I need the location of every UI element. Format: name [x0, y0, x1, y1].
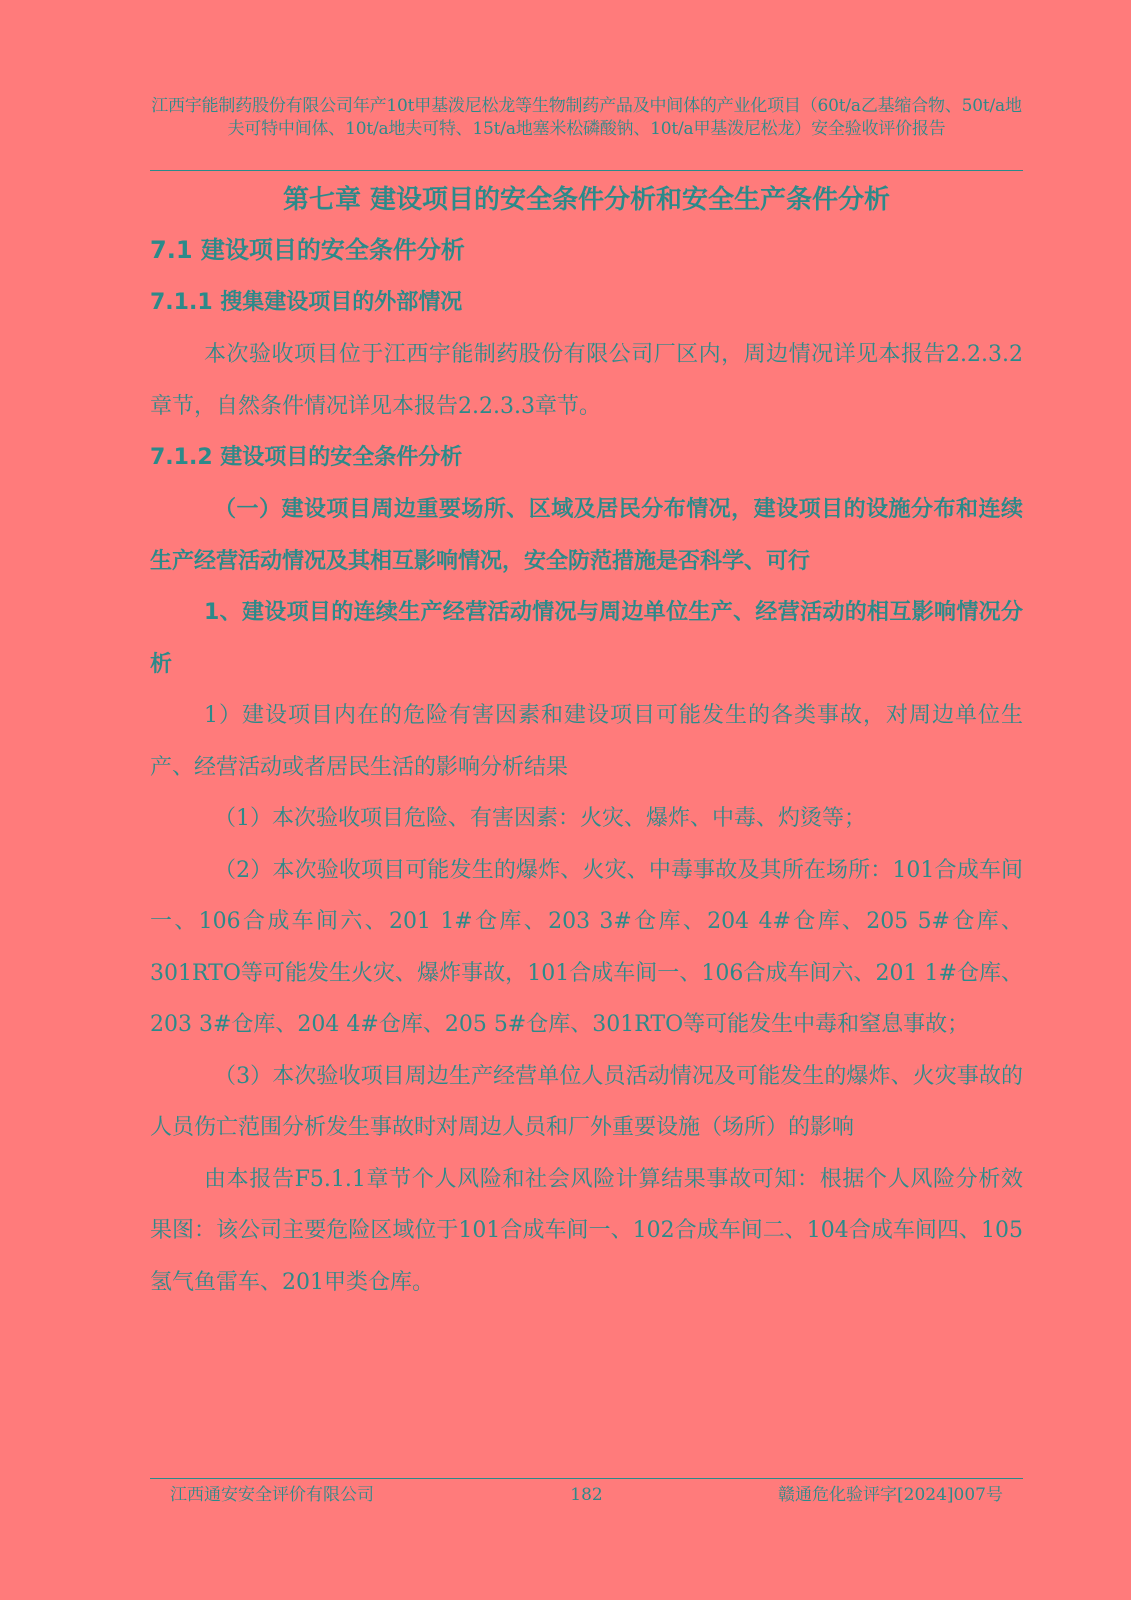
paragraph-item-1-1: 1）建设项目内在的危险有害因素和建设项目可能发生的各类事故，对周边单位生产、经营活动或者居民生活的影响分析结果	[150, 703, 1023, 780]
chapter-title: 第七章 建设项目的安全条件分析和安全生产条件分析	[282, 185, 891, 215]
page-footer	[150, 1482, 1023, 1508]
paragraph-hazard-factors: （1）本次验收项目危险、有害因素：火灾、爆炸、中毒、灼烫等；	[214, 806, 866, 831]
page-header: 江西宇能制药股份有限公司年产10t甲基泼尼松龙等生物制药产品及中间体的产业化项目（60t/a乙基缩合物、50t/a地夫可特中间体、10t/a地夫可特、15t/a地塞米松磷酸钠、10t/a甲基泼尼松龙）安全验收评价报告	[151, 96, 1022, 139]
paragraph-item-1: 1、建设项目的连续生产经营活动情况与周边单位生产、经营活动的相互影响情况分析	[150, 600, 1023, 677]
section-heading-7-1: 7.1 建设项目的安全条件分析	[150, 236, 465, 264]
page-content	[150, 177, 1023, 1308]
section-heading-7-1-2: 7.1.2 建设项目的安全条件分析	[150, 445, 463, 470]
paragraph-risk-results: 由本报告F5.1.1章节个人风险和社会风险计算结果事故可知：根据个人风险分析效果图：该公司主要危险区域位于101合成车间一、102合成车间二、104合成车间四、105氢气鱼雷车、201甲类仓库。	[150, 1166, 1023, 1295]
paragraph-subsection-one: （一）建设项目周边重要场所、区域及居民分布情况，建设项目的设施分布和连续生产经营活动情况及其相互影响情况，安全防范措施是否科学、可行	[150, 497, 1023, 574]
header-divider	[150, 170, 1023, 171]
paragraph-accident-locations: （2）本次验收项目可能发生的爆炸、火灾、中毒事故及其所在场所：101合成车间一、106合成车间六、201 1#仓库、203 3#仓库、204 4#仓库、205 5#仓库、301RTO等可能发生火灾、爆炸事故，101合成车间一、106合成车间六、201 1#仓库、203 3#仓库、204 4#仓库、205 5#仓库、301RTO等可能发生中毒和窒息事故；	[150, 857, 1023, 1037]
document-number: 赣通危化验评字[2024]007号	[778, 1485, 1003, 1505]
page-number: 182	[570, 1485, 603, 1505]
paragraph-casualty-range: （3）本次验收项目周边生产经营单位人员活动情况及可能发生的爆炸、火灾事故的人员伤亡范围分析发生事故时对周边人员和厂外重要设施（场所）的影响	[150, 1063, 1023, 1140]
footer-company: 江西通安安全评价有限公司	[170, 1485, 374, 1505]
section-heading-7-1-1: 7.1.1 搜集建设项目的外部情况	[150, 290, 463, 315]
footer-divider	[150, 1478, 1023, 1479]
paragraph-external-situation: 本次验收项目位于江西宇能制药股份有限公司厂区内，周边情况详见本报告2.2.3.2章节，自然条件情况详见本报告2.2.3.3章节。	[150, 342, 1023, 419]
